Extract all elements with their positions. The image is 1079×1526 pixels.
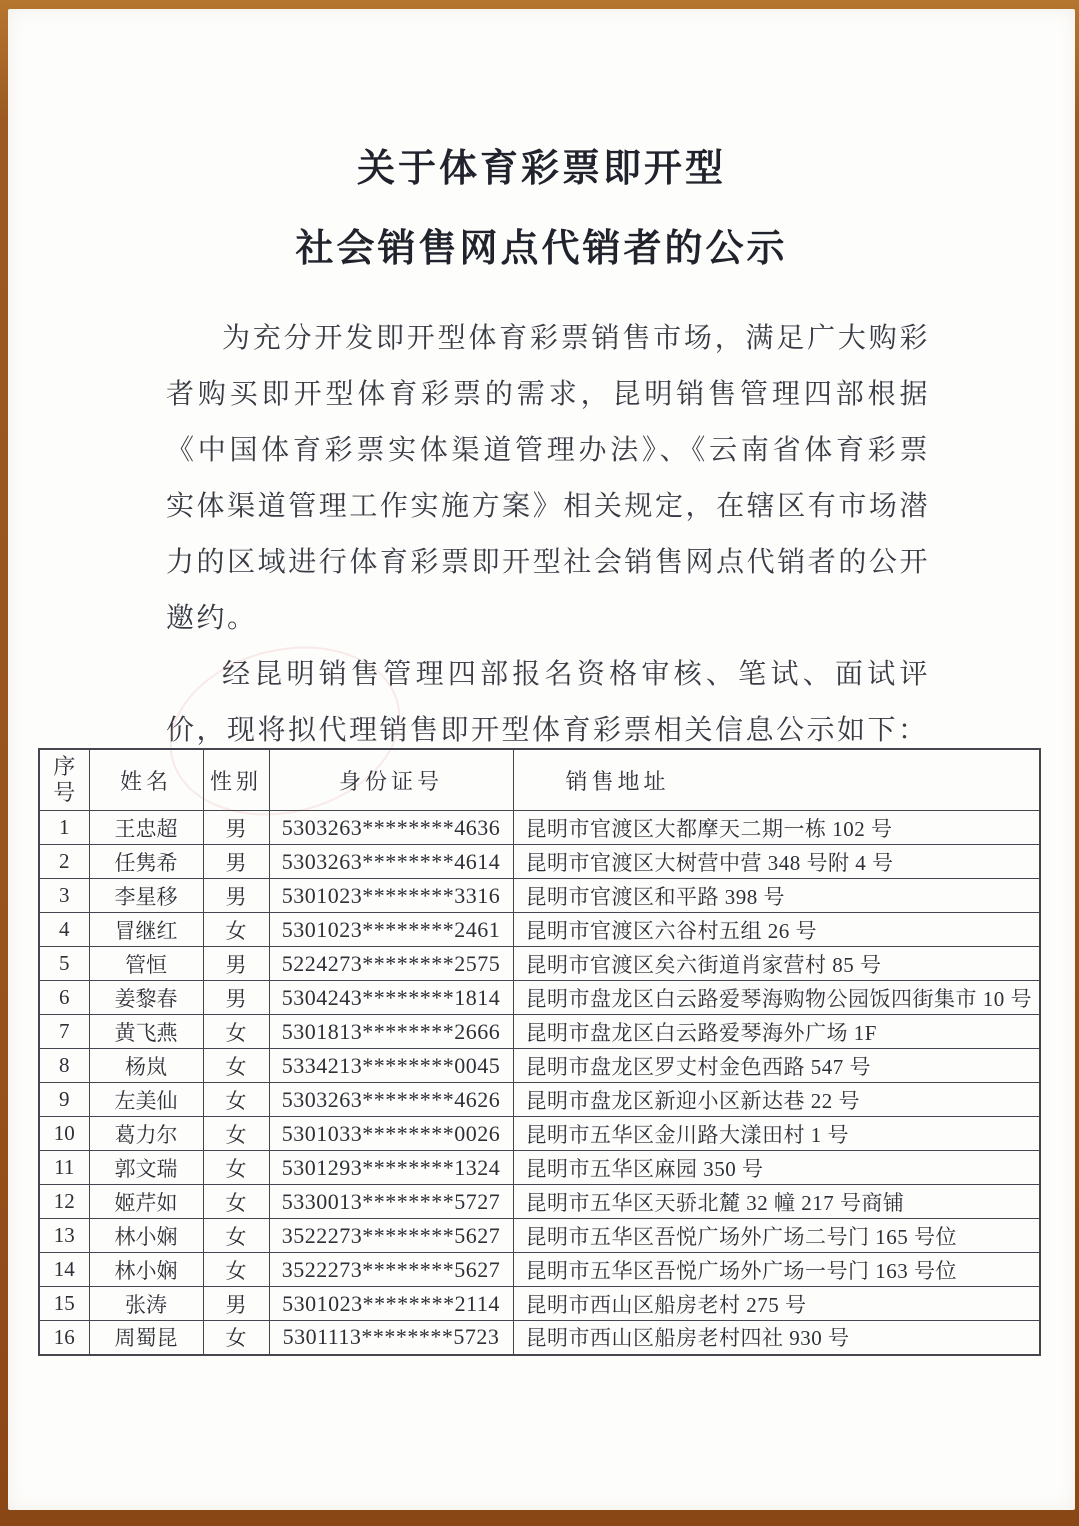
table-cell: 昆明市盘龙区白云路爱琴海外广场 1F (513, 1015, 1040, 1049)
table-cell: 5303263********4636 (269, 811, 513, 845)
document-body (8, 311, 1075, 759)
table-cell: 5303263********4626 (269, 1083, 513, 1117)
document-page (8, 9, 1075, 1510)
table-cell: 6 (39, 981, 89, 1015)
table-cell: 10 (39, 1117, 89, 1151)
table-cell: 昆明市五华区吾悦广场外广场一号门 163 号位 (513, 1253, 1040, 1287)
table-cell: 昆明市五华区吾悦广场外广场二号门 165 号位 (513, 1219, 1040, 1253)
table-cell: 女 (203, 1015, 269, 1049)
table-cell: 女 (203, 1117, 269, 1151)
table-cell: 女 (203, 1151, 269, 1185)
body-paragraph-1: 为充分开发即开型体育彩票销售市场，满足广大购彩者购买即开型体育彩票的需求，昆明销售管理四部根据《中国体育彩票实体渠道管理办法》、《云南省体育彩票实体渠道管理工作实施方案》相关规定，在辖区有市场潜力的区域进行体育彩票即开型社会销售网点代销者的公开邀约。 (166, 323, 930, 634)
table-cell: 杨岚 (89, 1049, 203, 1083)
column-header-name: 姓名 (89, 749, 203, 811)
table-cell: 3 (39, 879, 89, 913)
table-row (39, 811, 1040, 845)
document-title-line-1: 关于体育彩票即开型 (356, 148, 726, 190)
table-cell: 任隽希 (89, 845, 203, 879)
table-cell: 女 (203, 1321, 269, 1355)
table-cell: 女 (203, 1253, 269, 1287)
table-cell: 昆明市五华区麻园 350 号 (513, 1151, 1040, 1185)
table-cell: 女 (203, 1219, 269, 1253)
table-cell: 3522273********5627 (269, 1219, 513, 1253)
table-row (39, 1151, 1040, 1185)
table-cell: 昆明市官渡区矣六街道肖家营村 85 号 (513, 947, 1040, 981)
table-row (39, 913, 1040, 947)
table-cell: 12 (39, 1185, 89, 1219)
table-row (39, 879, 1040, 913)
table-cell: 5334213********0045 (269, 1049, 513, 1083)
table-row (39, 1083, 1040, 1117)
table-cell: 14 (39, 1253, 89, 1287)
table-cell: 昆明市五华区金川路大漾田村 1 号 (513, 1117, 1040, 1151)
table-cell: 女 (203, 1083, 269, 1117)
table-cell: 李星移 (89, 879, 203, 913)
column-header-index: 序号 (39, 749, 89, 811)
table-cell: 2 (39, 845, 89, 879)
table-cell: 9 (39, 1083, 89, 1117)
table-cell: 男 (203, 879, 269, 913)
table-cell: 5304243********1814 (269, 981, 513, 1015)
table-cell: 张涛 (89, 1287, 203, 1321)
table-cell: 5301113********5723 (269, 1321, 513, 1355)
table-cell: 8 (39, 1049, 89, 1083)
table-cell: 5301023********2114 (269, 1287, 513, 1321)
table-cell: 1 (39, 811, 89, 845)
table-row (39, 1015, 1040, 1049)
table-cell: 林小娴 (89, 1219, 203, 1253)
table-cell: 女 (203, 1185, 269, 1219)
table-row (39, 981, 1040, 1015)
table-cell: 林小娴 (89, 1253, 203, 1287)
table-cell: 5224273********2575 (269, 947, 513, 981)
table-cell: 黄飞燕 (89, 1015, 203, 1049)
table-row (39, 845, 1040, 879)
table-row (39, 947, 1040, 981)
table-cell: 5301813********2666 (269, 1015, 513, 1049)
table-body (39, 811, 1040, 1355)
table-row (39, 1185, 1040, 1219)
table-header-row (39, 749, 1040, 811)
table-cell: 周蜀昆 (89, 1321, 203, 1355)
table-cell: 16 (39, 1321, 89, 1355)
table-cell: 5 (39, 947, 89, 981)
table-cell: 郭文瑞 (89, 1151, 203, 1185)
table-cell: 管恒 (89, 947, 203, 981)
table-cell: 5301033********0026 (269, 1117, 513, 1151)
column-header-gender: 性别 (203, 749, 269, 811)
table-cell: 女 (203, 913, 269, 947)
body-paragraph-2: 经昆明销售管理四部报名资格审核、笔试、面试评价，现将拟代理销售即开型体育彩票相关信息公示如下： (166, 659, 930, 746)
table-cell: 昆明市盘龙区新迎小区新达巷 22 号 (513, 1083, 1040, 1117)
table-cell: 昆明市盘龙区罗丈村金色西路 547 号 (513, 1049, 1040, 1083)
table-cell: 昆明市西山区船房老村四社 930 号 (513, 1321, 1040, 1355)
table-cell: 昆明市官渡区六谷村五组 26 号 (513, 913, 1040, 947)
table-cell: 男 (203, 1287, 269, 1321)
agents-roster-table (38, 748, 1041, 1356)
table-cell: 昆明市五华区天骄北麓 32 幢 217 号商铺 (513, 1185, 1040, 1219)
document-title-line-2: 社会销售网点代销者的公示 (295, 228, 788, 270)
table-cell: 11 (39, 1151, 89, 1185)
table-cell: 姬芹如 (89, 1185, 203, 1219)
table-row (39, 1287, 1040, 1321)
table-cell: 昆明市官渡区和平路 398 号 (513, 879, 1040, 913)
table-cell: 5330013********5727 (269, 1185, 513, 1219)
table-cell: 男 (203, 947, 269, 981)
table-row (39, 1253, 1040, 1287)
table-row (39, 1117, 1040, 1151)
column-header-id-number: 身份证号 (269, 749, 513, 811)
table-cell: 女 (203, 1049, 269, 1083)
table-cell: 5301023********3316 (269, 879, 513, 913)
table-row (39, 1049, 1040, 1083)
table-cell: 王忠超 (89, 811, 203, 845)
table-cell: 男 (203, 811, 269, 845)
table-cell: 4 (39, 913, 89, 947)
table-cell: 5301023********2461 (269, 913, 513, 947)
table-cell: 左美仙 (89, 1083, 203, 1117)
table-cell: 昆明市西山区船房老村 275 号 (513, 1287, 1040, 1321)
table-cell: 15 (39, 1287, 89, 1321)
table-cell: 13 (39, 1219, 89, 1253)
table-cell: 7 (39, 1015, 89, 1049)
table-cell: 葛力尔 (89, 1117, 203, 1151)
table-cell: 男 (203, 981, 269, 1015)
table-row (39, 1321, 1040, 1355)
table-cell: 昆明市盘龙区白云路爱琴海购物公园饭四街集市 10 号 (513, 981, 1040, 1015)
table-cell: 昆明市官渡区大都摩天二期一栋 102 号 (513, 811, 1040, 845)
table-cell: 冒继红 (89, 913, 203, 947)
column-header-address: 销售地址 (513, 749, 1040, 811)
table-cell: 5303263********4614 (269, 845, 513, 879)
table-row (39, 1219, 1040, 1253)
table-cell: 3522273********5627 (269, 1253, 513, 1287)
table-cell: 5301293********1324 (269, 1151, 513, 1185)
table-cell: 男 (203, 845, 269, 879)
table-cell: 昆明市官渡区大树营中营 348 号附 4 号 (513, 845, 1040, 879)
table-cell: 姜黎春 (89, 981, 203, 1015)
